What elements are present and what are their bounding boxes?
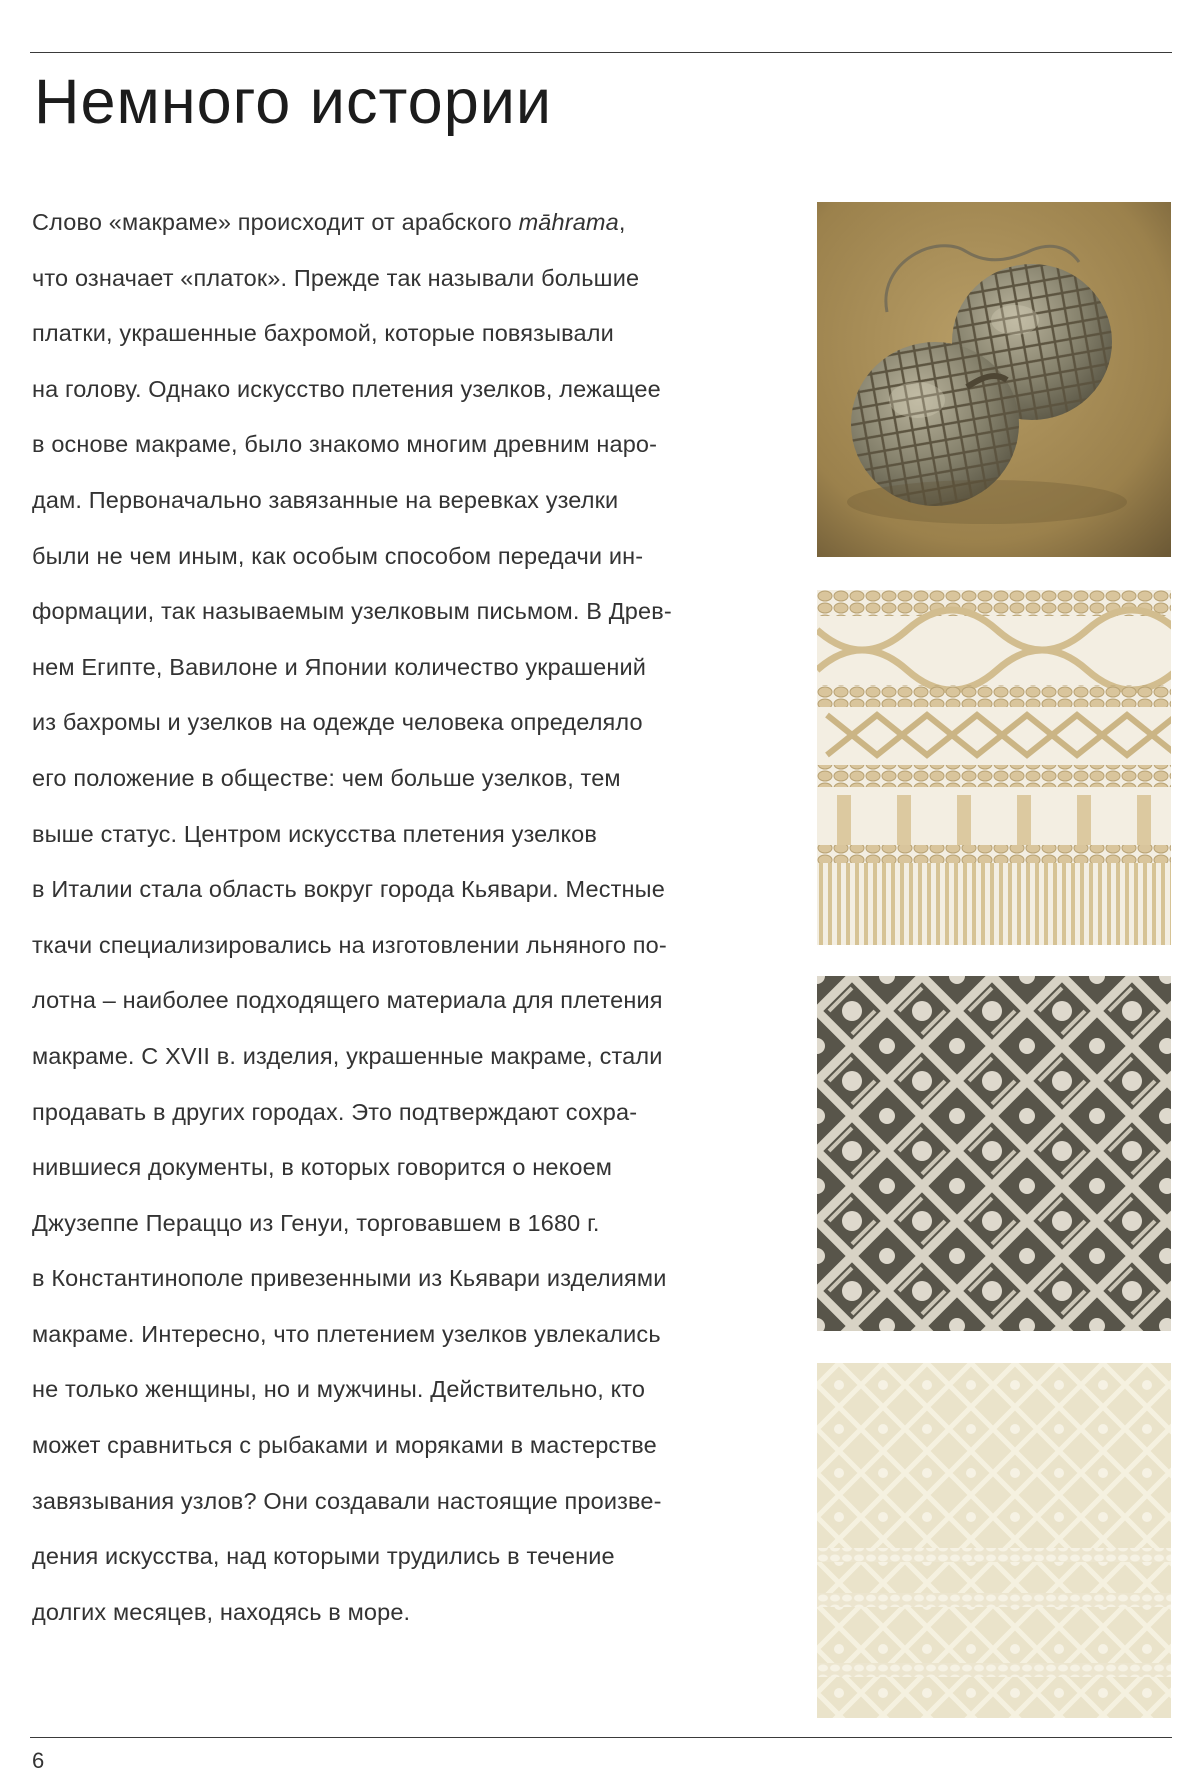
page-title: Немного истории: [34, 67, 553, 137]
glass-floats-photo: [817, 202, 1171, 557]
body-line: [32, 589, 792, 645]
body-line: [32, 1201, 792, 1257]
body-line-text: ткачи специализировались на изготовлении льняного по-: [32, 931, 667, 958]
body-line: [32, 1256, 792, 1312]
body-line-text: формации, так называемым узелковым письмом. В Древ-: [32, 598, 672, 625]
body-line-text: долгих месяцев, находясь в море.: [32, 1598, 411, 1625]
body-line-text: в Италии стала область вокруг города Кьявари. Местные: [32, 876, 665, 903]
body-line-text: выше статус. Центром искусства плетения узелков: [32, 820, 598, 847]
body-line-text: его положение в обществе: чем больше узелков, тем: [32, 764, 621, 791]
body-line: [32, 867, 792, 923]
body-line-text: на голову. Однако искусство плетения узелков, лежащее: [32, 375, 661, 402]
body-line: [32, 200, 792, 256]
body-line-text: нившиеся документы, в которых говорится о некоем: [32, 1154, 613, 1181]
body-line-text: макраме. С XVII в. изделия, украшенные макраме, стали: [32, 1042, 663, 1069]
body-line-text: дения искусства, над которыми трудились в течение: [32, 1543, 615, 1570]
body-line: [32, 645, 792, 701]
body-line: [32, 756, 792, 812]
body-line-text: Слово «макраме» происходит от арабского: [32, 209, 519, 235]
body-line: [32, 311, 792, 367]
body-line: [32, 1367, 792, 1423]
body-line-text: в основе макраме, было знакомо многим древним наро-: [32, 431, 658, 458]
body-line-text: были не чем иным, как особым способом передачи ин-: [32, 542, 644, 569]
body-line: [32, 256, 792, 312]
body-line: [32, 1312, 792, 1368]
body-line-text: может сравниться с рыбаками и моряками в мастерстве: [32, 1432, 657, 1459]
body-line-text: из бахромы и узелков на одежде человека определяло: [32, 709, 643, 736]
body-line: [32, 812, 792, 868]
top-rule: [30, 52, 1172, 53]
body-line-text: в Константинополе привезенными из Кьявари изделиями: [32, 1265, 667, 1292]
body-line-text: ,: [618, 209, 626, 235]
body-line-text: завязывания узлов? Они создавали настоящие произве-: [32, 1487, 662, 1514]
body-line-text: Джузеппе Пераццо из Генуи, торговавшем в 1680 г.: [32, 1209, 600, 1236]
macrame-panel-photo: [817, 1363, 1171, 1718]
body-line: [32, 1423, 792, 1479]
body-line: [32, 422, 792, 478]
bottom-rule: [30, 1737, 1172, 1738]
macrame-fringe-photo: [817, 590, 1171, 945]
macrame-lace-photo: [817, 976, 1171, 1331]
body-line: [32, 534, 792, 590]
body-line: [32, 1034, 792, 1090]
body-line-text: дам. Первоначально завязанные на веревках узелки: [32, 486, 619, 513]
page-number: 6: [32, 1748, 45, 1773]
body-line: [32, 367, 792, 423]
body-line-text: не только женщины, но и мужчины. Действительно, кто: [32, 1376, 646, 1403]
body-line: [32, 1090, 792, 1146]
body-line: [32, 1145, 792, 1201]
body-line: [32, 478, 792, 534]
body-line-text: нем Египте, Вавилоне и Японии количество украшений: [32, 653, 647, 680]
body-line: [32, 923, 792, 979]
body-line-text: продавать в других городах. Это подтверждают сохра-: [32, 1098, 638, 1125]
body-line-text: лотна – наиболее подходящего материала для плетения: [32, 987, 663, 1014]
body-line: [32, 1479, 792, 1535]
body-line-text: платки, украшенные бахромой, которые повязывали: [32, 320, 614, 347]
body-line-text: что означает «платок». Прежде так называли большие: [32, 264, 640, 291]
body-line: [32, 1534, 792, 1590]
body-line-emphasis: māhrama: [518, 209, 619, 235]
body-line: [32, 1590, 792, 1646]
body-line-text: макраме. Интересно, что плетением узелков увлекались: [32, 1320, 661, 1347]
body-line: [32, 700, 792, 756]
body-line: [32, 978, 792, 1034]
body-text: [32, 200, 792, 1645]
